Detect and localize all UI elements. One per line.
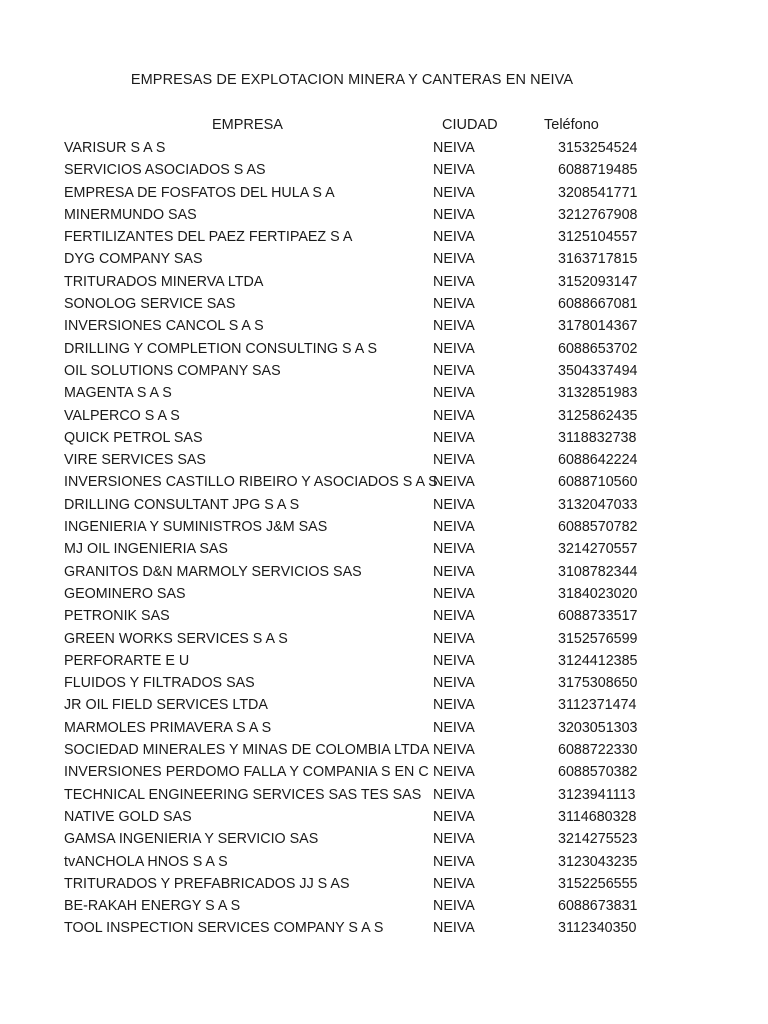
table-row: [0, 717, 768, 739]
cell-telefono: 3124412385: [558, 652, 638, 669]
cell-telefono: 6088570782: [558, 519, 638, 536]
cell-empresa: SERVICIOS ASOCIADOS S AS: [64, 162, 266, 179]
cell-empresa: GREEN WORKS SERVICES S A S: [64, 630, 288, 647]
cell-empresa: BE-RAKAH ENERGY S A S: [64, 898, 241, 915]
table-row: [0, 516, 768, 538]
cell-empresa: VIRE SERVICES SAS: [64, 452, 206, 469]
table-row: [0, 182, 768, 204]
cell-telefono: 3108782344: [558, 563, 638, 580]
cell-empresa: VARISUR S A S: [64, 140, 166, 156]
cell-ciudad: NEIVA: [433, 251, 475, 268]
document-title: EMPRESAS DE EXPLOTACION MINERA Y CANTERAS EN NEIVA: [130, 72, 574, 88]
table-row: [0, 650, 768, 672]
cell-telefono: 3125862435: [558, 407, 638, 424]
table-row: [0, 271, 768, 293]
cell-telefono: 6088653702: [558, 340, 638, 357]
cell-empresa: JR OIL FIELD SERVICES LTDA: [64, 697, 268, 714]
cell-empresa: tvANCHOLA HNOS S A S: [64, 853, 228, 870]
cell-ciudad: NEIVA: [433, 742, 475, 759]
table-row: [0, 605, 768, 627]
table-row: [0, 806, 768, 828]
table-row: [0, 338, 768, 360]
column-header-empresa: EMPRESA: [212, 117, 283, 133]
table-row: [0, 405, 768, 427]
table-row: [0, 494, 768, 516]
cell-telefono: 6088719485: [558, 162, 638, 179]
table-row: [0, 828, 768, 850]
table-row: [0, 538, 768, 560]
table-row: [0, 315, 768, 337]
cell-empresa: GAMSA INGENIERIA Y SERVICIO SAS: [64, 831, 319, 848]
cell-ciudad: NEIVA: [433, 719, 475, 736]
table-row: [0, 851, 768, 873]
cell-telefono: 3123043235: [558, 853, 638, 870]
cell-empresa: GEOMINERO SAS: [64, 585, 186, 602]
cell-telefono: 3112340350: [558, 920, 637, 937]
table-row: [0, 561, 768, 583]
cell-ciudad: NEIVA: [433, 563, 475, 580]
cell-telefono: 3203051303: [558, 719, 638, 736]
table-row: [0, 226, 768, 248]
cell-empresa: INVERSIONES PERDOMO FALLA Y COMPANIA S EN C: [64, 764, 429, 781]
cell-empresa: TRITURADOS MINERVA LTDA: [64, 273, 264, 290]
cell-ciudad: NEIVA: [433, 920, 475, 937]
cell-telefono: 3175308650: [558, 675, 638, 692]
cell-ciudad: NEIVA: [433, 206, 475, 223]
cell-telefono: 3163717815: [558, 251, 638, 268]
cell-ciudad: NEIVA: [433, 474, 475, 491]
cell-telefono: 3178014367: [558, 318, 638, 335]
table-row: [0, 204, 768, 226]
cell-ciudad: NEIVA: [433, 273, 475, 290]
table-row: [0, 449, 768, 471]
cell-ciudad: NEIVA: [433, 541, 475, 558]
cell-empresa: INGENIERIA Y SUMINISTROS J&M SAS: [64, 519, 328, 536]
table-row: [0, 672, 768, 694]
cell-empresa: TECHNICAL ENGINEERING SERVICES SAS TES SAS: [64, 786, 422, 803]
cell-telefono: 3212767908: [558, 206, 638, 223]
cell-telefono: 6088642224: [558, 452, 638, 469]
cell-telefono: 3184023020: [558, 585, 638, 602]
cell-telefono: 6088667081: [558, 296, 638, 313]
cell-telefono: 3123941113: [558, 786, 636, 803]
column-header-telefono: Teléfono: [544, 117, 599, 133]
cell-telefono: 6088722330: [558, 742, 638, 759]
cell-ciudad: NEIVA: [433, 429, 475, 446]
cell-ciudad: NEIVA: [433, 697, 475, 714]
cell-telefono: 6088710560: [558, 474, 638, 491]
cell-ciudad: NEIVA: [433, 608, 475, 625]
cell-ciudad: NEIVA: [433, 452, 475, 469]
cell-ciudad: NEIVA: [433, 162, 475, 179]
cell-empresa: VALPERCO S A S: [64, 407, 180, 424]
cell-ciudad: NEIVA: [433, 184, 475, 201]
cell-telefono: 6088570382: [558, 764, 638, 781]
table-row: [0, 761, 768, 783]
cell-telefono: 3114680328: [558, 808, 637, 825]
cell-ciudad: NEIVA: [433, 764, 475, 781]
cell-ciudad: NEIVA: [433, 496, 475, 513]
cell-ciudad: NEIVA: [433, 786, 475, 803]
cell-empresa: INVERSIONES CANCOL S A S: [64, 318, 264, 335]
cell-empresa: EMPRESA DE FOSFATOS DEL HULA S A: [64, 184, 335, 201]
cell-empresa: TOOL INSPECTION SERVICES COMPANY S A S: [64, 920, 384, 937]
cell-ciudad: NEIVA: [433, 652, 475, 669]
cell-empresa: NATIVE GOLD SAS: [64, 808, 192, 825]
cell-empresa: MARMOLES PRIMAVERA S A S: [64, 719, 272, 736]
cell-empresa: INVERSIONES CASTILLO RIBEIRO Y ASOCIADOS S A S: [64, 474, 438, 491]
cell-empresa: SONOLOG SERVICE SAS: [64, 296, 236, 313]
table-row: [0, 248, 768, 270]
table-row: [0, 739, 768, 761]
table-row: [0, 382, 768, 404]
cell-telefono: 6088733517: [558, 608, 638, 625]
cell-empresa: OIL SOLUTIONS COMPANY SAS: [64, 362, 281, 379]
table-row: [0, 293, 768, 315]
cell-ciudad: NEIVA: [433, 585, 475, 602]
cell-empresa: MAGENTA S A S: [64, 385, 172, 402]
cell-telefono: 3152576599: [558, 630, 638, 647]
cell-ciudad: NEIVA: [433, 898, 475, 915]
cell-empresa: FERTILIZANTES DEL PAEZ FERTIPAEZ S A: [64, 229, 353, 246]
cell-empresa: SOCIEDAD MINERALES Y MINAS DE COLOMBIA LTDA: [64, 742, 430, 759]
company-table-body: [0, 137, 768, 940]
table-row: [0, 628, 768, 650]
cell-telefono: 3153254524: [558, 140, 638, 156]
cell-ciudad: NEIVA: [433, 808, 475, 825]
table-row: [0, 427, 768, 449]
cell-ciudad: NEIVA: [433, 675, 475, 692]
cell-telefono: 3125104557: [558, 229, 638, 246]
cell-empresa: TRITURADOS Y PREFABRICADOS JJ S AS: [64, 875, 350, 892]
cell-telefono: 3208541771: [558, 184, 638, 201]
cell-ciudad: NEIVA: [433, 519, 475, 536]
cell-empresa: DRILLING Y COMPLETION CONSULTING S A S: [64, 340, 378, 357]
cell-telefono: 3214270557: [558, 541, 638, 558]
table-row: [0, 360, 768, 382]
cell-ciudad: NEIVA: [433, 831, 475, 848]
table-row: [0, 895, 768, 917]
cell-ciudad: NEIVA: [433, 340, 475, 357]
table-row: [0, 137, 768, 159]
column-header-ciudad: CIUDAD: [442, 117, 498, 133]
table-row: [0, 873, 768, 895]
cell-telefono: 6088673831: [558, 898, 638, 915]
table-row: [0, 471, 768, 493]
cell-ciudad: NEIVA: [433, 229, 475, 246]
cell-ciudad: NEIVA: [433, 140, 475, 156]
table-row: [0, 694, 768, 716]
cell-ciudad: NEIVA: [433, 318, 475, 335]
cell-empresa: QUICK PETROL SAS: [64, 429, 203, 446]
table-row: [0, 159, 768, 181]
cell-empresa: DYG COMPANY SAS: [64, 251, 203, 268]
cell-telefono: 3152093147: [558, 273, 638, 290]
cell-telefono: 3132047033: [558, 496, 638, 513]
cell-ciudad: NEIVA: [433, 853, 475, 870]
cell-empresa: MJ OIL INGENIERIA SAS: [64, 541, 228, 558]
cell-telefono: 3214275523: [558, 831, 638, 848]
cell-empresa: PERFORARTE E U: [64, 652, 190, 669]
cell-ciudad: NEIVA: [433, 875, 475, 892]
cell-empresa: GRANITOS D&N MARMOLY SERVICIOS SAS: [64, 563, 362, 580]
cell-ciudad: NEIVA: [433, 362, 475, 379]
cell-telefono: 3118832738: [558, 429, 637, 446]
table-row: [0, 784, 768, 806]
cell-ciudad: NEIVA: [433, 407, 475, 424]
cell-ciudad: NEIVA: [433, 630, 475, 647]
cell-empresa: PETRONIK SAS: [64, 608, 170, 625]
cell-empresa: FLUIDOS Y FILTRADOS SAS: [64, 675, 255, 692]
table-row: [0, 917, 768, 939]
cell-telefono: 3152256555: [558, 875, 638, 892]
cell-empresa: DRILLING CONSULTANT JPG S A S: [64, 496, 300, 513]
cell-telefono: 3132851983: [558, 385, 638, 402]
cell-empresa: MINERMUNDO SAS: [64, 206, 197, 223]
cell-ciudad: NEIVA: [433, 296, 475, 313]
cell-telefono: 3112371474: [558, 697, 637, 714]
cell-telefono: 3504337494: [558, 362, 638, 379]
table-row: [0, 583, 768, 605]
cell-ciudad: NEIVA: [433, 385, 475, 402]
